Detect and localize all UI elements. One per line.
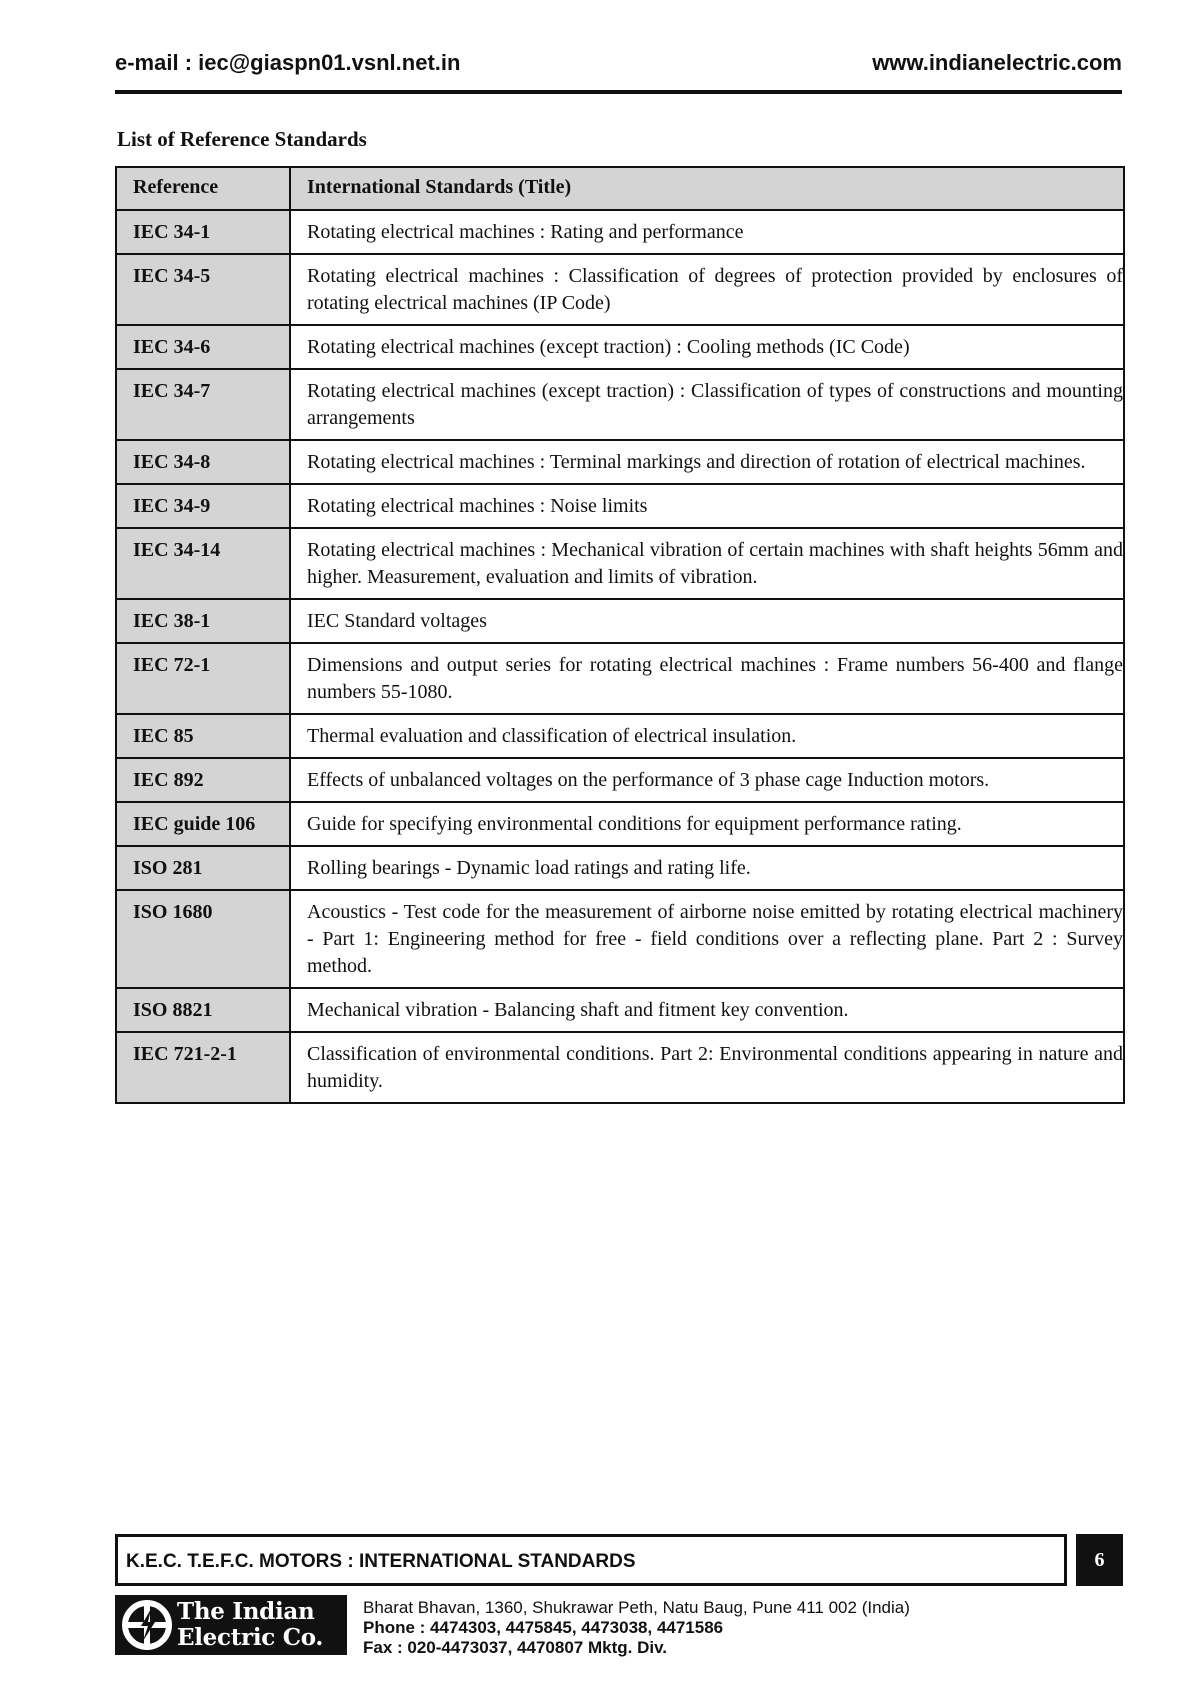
header-website: www.indianelectric.com	[872, 50, 1122, 75]
logo-emblem-icon	[121, 1599, 173, 1651]
standard-title: IEC Standard voltages	[290, 599, 1124, 643]
table-row	[116, 714, 1124, 758]
standard-reference: IEC 34-1	[116, 210, 290, 254]
table-row	[116, 210, 1124, 254]
standard-title: Rotating electrical machines : Rating and performance	[290, 210, 1124, 254]
standard-title: Rotating electrical machines (except traction) : Cooling methods (IC Code)	[290, 325, 1124, 369]
table-row	[116, 440, 1124, 484]
company-phone: Phone : 4474303, 4475845, 4473038, 4471586	[363, 1618, 724, 1637]
logo-line-2: Electric Co.	[177, 1624, 324, 1651]
table-row	[116, 802, 1124, 846]
standard-reference: IEC 34-7	[116, 369, 290, 440]
table-row	[116, 988, 1124, 1032]
table-row	[116, 484, 1124, 528]
standard-title: Rotating electrical machines : Classification of degrees of protection provided by enclosures of rotating electrical machines (IP Code)	[290, 254, 1124, 325]
standard-title: Mechanical vibration - Balancing shaft and fitment key convention.	[290, 988, 1124, 1032]
standard-title: Classification of environmental conditions. Part 2: Environmental conditions appearing in nature and humidity.	[290, 1032, 1124, 1103]
header-email: e-mail : iec@giaspn01.vsnl.net.in	[115, 50, 461, 75]
table-row	[116, 1032, 1124, 1103]
standard-reference: IEC 892	[116, 758, 290, 802]
logo-line-1: The Indian	[177, 1598, 315, 1625]
company-address-block	[363, 1598, 910, 1658]
header-reference: Reference	[116, 167, 290, 210]
standard-reference: ISO 281	[116, 846, 290, 890]
standard-reference: IEC 85	[116, 714, 290, 758]
page-number: 6	[1076, 1534, 1123, 1586]
standard-title: Dimensions and output series for rotating electrical machines : Frame numbers 56-400 and flange numbers 55-1080.	[290, 643, 1124, 714]
table-row	[116, 369, 1124, 440]
standard-title: Acoustics - Test code for the measurement of airborne noise emitted by rotating electrical machinery - Part 1: Engineering method for free - field conditions over a reflecting plane. Part 2 : Survey method.	[290, 890, 1124, 988]
standard-title: Rolling bearings - Dynamic load ratings and rating life.	[290, 846, 1124, 890]
standard-title: Rotating electrical machines : Terminal markings and direction of rotation of electrical machines.	[290, 440, 1124, 484]
table-header-row	[116, 167, 1124, 210]
company-fax: Fax : 020-4473037, 4470807 Mktg. Div.	[363, 1638, 667, 1657]
standard-reference: IEC 34-5	[116, 254, 290, 325]
table-row	[116, 254, 1124, 325]
standard-reference: IEC guide 106	[116, 802, 290, 846]
standard-reference: ISO 1680	[116, 890, 290, 988]
list-title: List of Reference Standards	[117, 127, 367, 151]
table-row	[116, 890, 1124, 988]
table-row	[116, 528, 1124, 599]
standard-title: Rotating electrical machines : Noise limits	[290, 484, 1124, 528]
company-logo	[115, 1595, 347, 1655]
standard-reference: IEC 34-8	[116, 440, 290, 484]
standard-title: Guide for specifying environmental conditions for equipment performance rating.	[290, 802, 1124, 846]
company-address: Bharat Bhavan, 1360, Shukrawar Peth, Natu Baug, Pune 411 002 (India)	[363, 1598, 910, 1617]
header-title: International Standards (Title)	[290, 167, 1124, 210]
standard-title: Rotating electrical machines : Mechanical vibration of certain machines with shaft heights 56mm and higher. Measurement, evaluation and limits of vibration.	[290, 528, 1124, 599]
standard-reference: IEC 38-1	[116, 599, 290, 643]
table-row	[116, 325, 1124, 369]
table-row	[116, 846, 1124, 890]
standard-reference: IEC 72-1	[116, 643, 290, 714]
table-body	[116, 210, 1124, 1103]
table-row	[116, 758, 1124, 802]
standard-title: Thermal evaluation and classification of electrical insulation.	[290, 714, 1124, 758]
standard-title: Effects of unbalanced voltages on the performance of 3 phase cage Induction motors.	[290, 758, 1124, 802]
standard-title: Rotating electrical machines (except traction) : Classification of types of constructions and mounting arrangements	[290, 369, 1124, 440]
table-row	[116, 599, 1124, 643]
standard-reference: ISO 8821	[116, 988, 290, 1032]
standards-table	[115, 166, 1125, 1104]
standard-reference: IEC 721-2-1	[116, 1032, 290, 1103]
standard-reference: IEC 34-14	[116, 528, 290, 599]
standard-reference: IEC 34-9	[116, 484, 290, 528]
standard-reference: IEC 34-6	[116, 325, 290, 369]
footer-section-title: K.E.C. T.E.F.C. MOTORS : INTERNATIONAL STANDARDS	[115, 1534, 1067, 1586]
page-header	[115, 50, 1122, 94]
table-row	[116, 643, 1124, 714]
logo-text	[177, 1599, 323, 1651]
